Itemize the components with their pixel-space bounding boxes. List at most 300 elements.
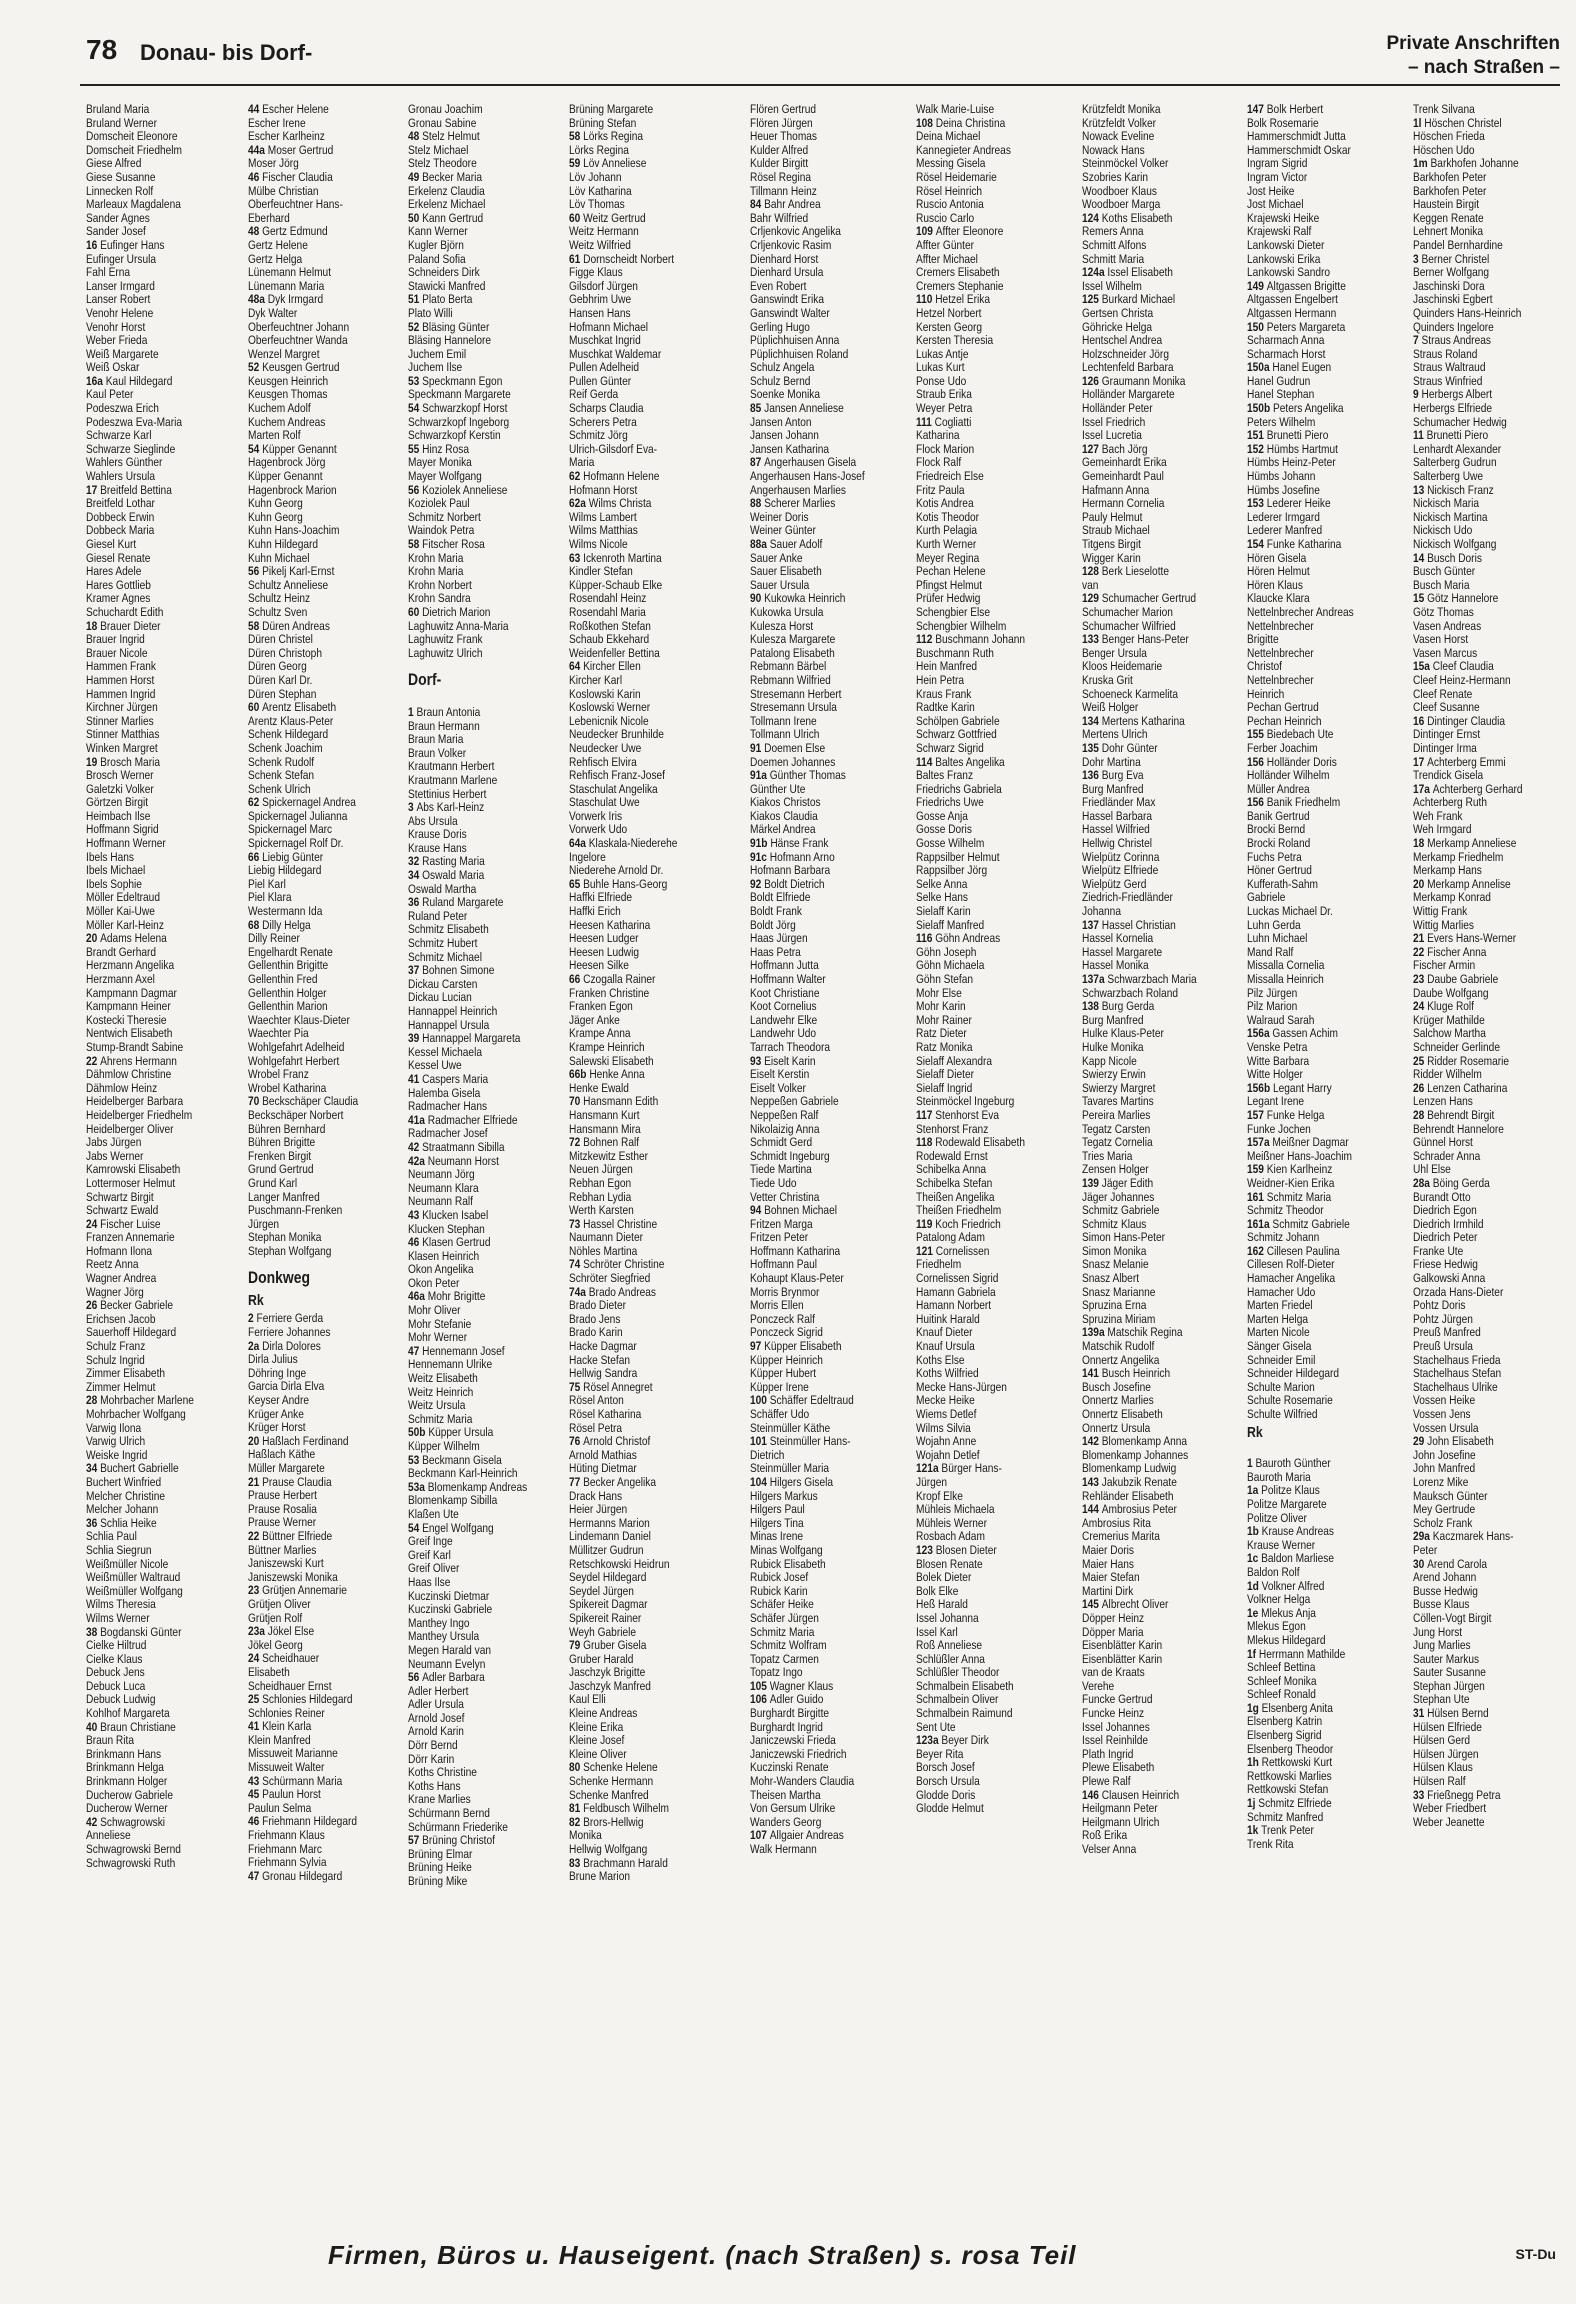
address-entry: Haßlach Käthe	[248, 1448, 316, 1462]
address-entry: Topatz Carmen	[750, 1652, 819, 1666]
house-number: 162	[1247, 1244, 1267, 1258]
address-entry: Greif Inge	[408, 1535, 453, 1549]
address-entry: Brado Karin	[569, 1326, 623, 1340]
address-entry: Neumann Klara	[408, 1181, 479, 1195]
address-entry: Tegatz Cornelia	[1082, 1136, 1153, 1150]
address-entry: Juchem Emil	[408, 347, 467, 361]
address-entry: Venohr Helene	[86, 306, 154, 320]
address-entry: Schulz Angela	[750, 361, 815, 375]
address-columns	[86, 103, 1566, 2223]
address-entry: 90 Kukowka Heinrich	[750, 592, 846, 606]
address-entry: Hanel Gudrun	[1247, 374, 1311, 388]
address-entry: Hilgers Tina	[750, 1516, 804, 1530]
house-number: 55	[408, 442, 423, 456]
address-entry: Schneider Gerlinde	[1413, 1040, 1500, 1054]
address-entry: Sielaff Dieter	[916, 1068, 974, 1082]
address-entry: Merkamp Friedhelm	[1413, 850, 1504, 864]
address-entry: Dobbeck Maria	[86, 524, 155, 538]
address-entry: 107 Allgaier Andreas	[750, 1829, 844, 1843]
address-entry: Lukas Antje	[916, 347, 969, 361]
address-entry: Naumann Dieter	[569, 1231, 643, 1245]
address-entry: Pilz Jürgen	[1247, 986, 1298, 1000]
address-entry: 37 Bohnen Simone	[408, 964, 495, 978]
address-entry: 88 Scherer Marlies	[750, 497, 836, 511]
address-entry: Schmidt Gerd	[750, 1136, 813, 1150]
address-entry: Hoffmann Werner	[86, 837, 166, 851]
address-entry: Baldon Rolf	[1247, 1565, 1300, 1579]
address-entry: Jaschzyk Manfred	[569, 1679, 651, 1693]
address-entry: 1 Bauroth Günther	[1247, 1457, 1331, 1471]
address-entry: Lünemann Helmut	[248, 266, 332, 280]
house-number: 128	[1082, 565, 1102, 579]
address-entry: Blosen Renate	[916, 1557, 983, 1571]
address-entry: Fritz Paula	[916, 483, 965, 497]
address-entry: Hansmann Kurt	[569, 1108, 640, 1122]
house-number: 1j	[1247, 1797, 1259, 1811]
address-entry: Schröter Siegfried	[569, 1272, 651, 1286]
address-entry: Sielaff Manfred	[916, 918, 985, 932]
address-entry: Neumann Ralf	[408, 1195, 473, 1209]
address-entry: 156 Holländer Doris	[1247, 755, 1337, 769]
address-entry: 45 Paulun Horst	[248, 1788, 321, 1802]
address-entry: Issel Friedrich	[1082, 415, 1146, 429]
house-number: 53	[408, 1453, 423, 1467]
address-entry: 60 Arentz Elisabeth	[248, 701, 337, 715]
address-entry: Pauly Helmut	[1082, 510, 1143, 524]
address-entry: Rosendahl Maria	[569, 605, 646, 619]
address-entry: Keggen Renate	[1413, 211, 1484, 225]
house-number: 94	[750, 1204, 765, 1218]
address-entry: 53 Speckmann Egon	[408, 374, 503, 388]
address-entry: Walk Marie-Luise	[916, 103, 995, 116]
house-number: 108	[916, 116, 936, 130]
address-entry: Ingelore	[569, 850, 606, 864]
house-number: 36	[86, 1516, 101, 1530]
address-entry: 32 Rasting Maria	[408, 855, 485, 869]
address-entry: Burg Manfred	[1082, 782, 1144, 796]
address-entry: Tollmann Ulrich	[750, 728, 820, 742]
address-entry: Schleef Ronald	[1247, 1688, 1316, 1702]
address-entry: Brinkmann Helga	[86, 1761, 164, 1775]
address-entry: 155 Biedebach Ute	[1247, 728, 1334, 742]
address-entry: Schultz Anneliese	[248, 578, 329, 592]
address-entry: Nickisch Udo	[1413, 524, 1473, 538]
address-entry: Brandt Gerhard	[86, 945, 157, 959]
address-entry: 41 Klein Karla	[248, 1720, 312, 1734]
address-entry: Diedrich Peter	[1413, 1231, 1478, 1245]
address-entry: Merkamp Hans	[1413, 864, 1482, 878]
address-entry: Schwarzkopf Kerstin	[408, 429, 501, 443]
address-entry: Schulte Wilfried	[1247, 1408, 1318, 1421]
address-entry: Trenk Silvana	[1413, 103, 1475, 116]
address-entry: Scharmach Anna	[1247, 334, 1325, 348]
address-entry: Issel Lucretia	[1082, 429, 1142, 443]
address-entry: Schneider Emil	[1247, 1353, 1316, 1367]
address-entry: Issel Karl	[916, 1625, 958, 1639]
address-entry: Spickernagel Marc	[248, 823, 333, 837]
address-entry: Schmitt Maria	[1082, 252, 1145, 266]
address-entry: Krüger Mathilde	[1413, 1013, 1485, 1027]
address-entry: Hulke Monika	[1082, 1040, 1144, 1054]
address-entry: Schmitz Elisabeth	[408, 923, 489, 937]
address-entry: Plato Willi	[408, 306, 453, 320]
address-entry: 75 Rösel Annegret	[569, 1380, 653, 1394]
address-entry: 23a Jökel Else	[248, 1625, 315, 1639]
address-entry: Kersten Georg	[916, 320, 983, 334]
address-entry: 101 Steinmüller Hans-	[750, 1435, 851, 1449]
address-entry: 16a Kaul Hildegard	[86, 374, 173, 388]
address-entry: Venske Petra	[1247, 1040, 1308, 1054]
address-entry: 28 Behrendt Birgit	[1413, 1108, 1495, 1122]
address-entry: 17a Achterberg Gerhard	[1413, 782, 1523, 796]
address-entry: 42a Neumann Horst	[408, 1154, 499, 1168]
address-entry: Waindok Petra	[408, 524, 475, 538]
address-entry: Stachelhaus Stefan	[1413, 1367, 1502, 1381]
address-entry: Sauerhoff Hildegard	[86, 1326, 177, 1340]
address-entry: Jung Marlies	[1413, 1639, 1471, 1653]
address-entry: Rosbach Adam	[916, 1530, 985, 1544]
house-number: 29a	[1413, 1530, 1433, 1544]
address-entry: Mitzkewitz Esther	[569, 1149, 649, 1163]
address-entry: 110 Hetzel Erika	[916, 293, 990, 307]
address-entry: Schulz Ingrid	[86, 1353, 145, 1367]
address-entry: Rehfisch Franz-Josef	[569, 769, 666, 783]
address-entry: Brüning Stefan	[569, 116, 637, 130]
address-entry: 1 Braun Antonia	[408, 705, 481, 719]
address-entry: Linnecken Rolf	[86, 184, 154, 198]
address-entry: van de Kraats	[1082, 1666, 1145, 1680]
address-entry: Löv Katharina	[569, 184, 632, 198]
address-entry: Schmitz Maria	[408, 1412, 473, 1426]
house-number: 52	[408, 320, 423, 334]
address-entry: Hofmann Barbara	[750, 864, 831, 878]
house-number: 60	[569, 211, 584, 225]
address-entry: 137a Schwarzbach Maria	[1082, 973, 1197, 986]
address-entry: 116 Göhn Andreas	[916, 932, 1001, 946]
address-entry: Radmacher Hans	[408, 1100, 488, 1114]
address-entry: Missalla Heinrich	[1247, 973, 1324, 986]
house-number: 17	[1413, 755, 1428, 769]
address-entry: Heß Harald	[916, 1598, 968, 1612]
house-number: 74a	[569, 1285, 589, 1299]
address-entry: Wittig Marlies	[1413, 918, 1474, 932]
address-entry: Weiß Holger	[1082, 701, 1139, 715]
house-number: 81	[569, 1802, 584, 1816]
address-entry: Oberfeuchtner Johann	[248, 320, 350, 334]
address-entry: Bühren Bernhard	[248, 1122, 326, 1136]
address-entry: Topatz Ingo	[750, 1666, 803, 1680]
house-number: 59	[569, 157, 584, 171]
house-number: 23	[248, 1584, 263, 1598]
address-entry: 59 Löv Anneliese	[569, 157, 647, 171]
house-number: 42	[408, 1140, 423, 1154]
address-entry: Schmalbein Elisabeth	[916, 1679, 1014, 1693]
address-entry: Domscheit Eleonore	[86, 130, 178, 144]
address-entry: Krause Doris	[408, 828, 467, 842]
house-number: 46	[248, 1815, 263, 1829]
address-entry: Gertsen Christa	[1082, 306, 1154, 320]
address-entry: Engelhardt Renate	[248, 945, 333, 959]
address-entry: Müller Margarete	[248, 1462, 325, 1475]
address-entry: Arentz Klaus-Peter	[248, 714, 334, 728]
house-number: 48a	[248, 293, 268, 307]
address-entry: 46 Friehmann Hildegard	[248, 1815, 358, 1829]
address-entry: Scherers Petra	[569, 415, 637, 429]
house-number: 2	[248, 1312, 257, 1326]
address-entry: Okon Angelika	[408, 1263, 474, 1277]
address-entry: Schäffer Udo	[750, 1408, 810, 1421]
address-entry: 145 Albrecht Oliver	[1082, 1598, 1169, 1612]
address-entry: Tries Maria	[1082, 1149, 1133, 1163]
address-entry: Mlekus Hildegard	[1247, 1633, 1326, 1647]
address-entry: 83 Brachmann Harald	[569, 1856, 668, 1870]
address-entry: Blomenkamp Ludwig	[1082, 1462, 1177, 1476]
address-entry: Frenken Birgit	[248, 1149, 312, 1163]
address-column-5	[750, 103, 880, 1857]
address-entry: Mohr Rainer	[916, 1013, 972, 1027]
address-entry: Neppeßen Ralf	[750, 1108, 819, 1122]
house-number: 50	[408, 211, 423, 225]
footer-note: Firmen, Büros u. Hauseigent. (nach Straßen) s. rosa Teil	[328, 2240, 1077, 2270]
address-entry: Vasen Andreas	[1413, 619, 1482, 633]
house-number: 25	[248, 1693, 263, 1707]
address-entry: Rösel Heidemarie	[916, 170, 997, 184]
address-entry: 144 Ambrosius Peter	[1082, 1503, 1177, 1517]
address-entry: Götz Thomas	[1413, 605, 1474, 619]
house-number: 133	[1082, 633, 1102, 647]
address-entry: Staschulat Angelika	[569, 782, 658, 796]
address-entry: 20 Haßlach Ferdinand	[248, 1434, 349, 1448]
address-entry: 51 Plato Berta	[408, 293, 473, 307]
house-number: 159	[1247, 1163, 1267, 1177]
address-entry: Schulz Bernd	[750, 374, 811, 388]
address-entry: Friedrichs Uwe	[916, 796, 984, 810]
address-entry: 133 Benger Hans-Peter	[1082, 633, 1189, 647]
address-entry: Schmitz Maria	[750, 1625, 815, 1639]
address-entry: Hacke Dagmar	[569, 1340, 637, 1354]
address-entry: Gronau Sabine	[408, 116, 477, 130]
address-entry: Nöhles Martina	[569, 1244, 638, 1258]
address-entry: Schölpen Gabriele	[916, 714, 1000, 728]
address-entry: 161 Schmitz Maria	[1247, 1190, 1332, 1204]
house-number: 91c	[750, 850, 770, 864]
address-entry: Günther Ute	[750, 782, 806, 796]
address-entry: Niederehe Arnold Dr.	[569, 864, 664, 878]
address-entry: Zensen Holger	[1082, 1163, 1149, 1177]
house-number: 152	[1247, 442, 1267, 456]
address-entry: Weidenfeller Bettina	[569, 646, 660, 660]
house-number: 136	[1082, 769, 1102, 783]
address-entry: 38 Bogdanski Günter	[86, 1625, 182, 1639]
address-entry: Altgassen Hermann	[1247, 306, 1337, 320]
address-entry: Hofmann Horst	[569, 483, 638, 497]
address-entry: Hennemann Ulrike	[408, 1358, 493, 1372]
house-number: 58	[408, 538, 423, 551]
address-entry: Löv Johann	[569, 170, 622, 184]
house-number: 155	[1247, 728, 1267, 742]
address-entry: Maria	[569, 456, 595, 470]
address-entry: Busch Josefine	[1082, 1380, 1151, 1394]
address-entry: Lörks Regina	[569, 143, 629, 157]
address-entry: Krohn Maria	[408, 551, 464, 565]
address-entry: Boldt Jörg	[750, 918, 796, 932]
address-entry: Elsenberg Sigrid	[1247, 1729, 1322, 1743]
address-entry: Woodboer Marga	[1082, 198, 1161, 212]
address-entry: 36 Ruland Margarete	[408, 896, 504, 910]
address-entry: Mayer Monika	[408, 456, 472, 470]
address-entry: Rehfisch Elvira	[569, 755, 637, 769]
address-entry: Weiner Doris	[750, 510, 809, 524]
address-entry: Trendick Gisela	[1413, 769, 1484, 783]
address-entry: 41 Caspers Maria	[408, 1072, 489, 1086]
address-entry: Gilsdorf Jürgen	[569, 279, 638, 293]
address-entry: Jost Heike	[1247, 184, 1295, 198]
address-entry: Pechan Gertrud	[1247, 701, 1319, 715]
address-entry: Schrader Anna	[1413, 1149, 1481, 1163]
address-entry: Greif Oliver	[408, 1562, 460, 1576]
address-entry: 154 Funke Katharina	[1247, 538, 1342, 551]
address-entry: Giese Alfred	[86, 157, 142, 171]
address-entry: John Josefine	[1413, 1448, 1476, 1462]
address-entry: Wohlgefahrt Adelheid	[248, 1040, 345, 1054]
address-entry: Haas Ilse	[408, 1575, 451, 1589]
address-entry: Messing Gisela	[916, 157, 986, 171]
address-entry: Luhn Michael	[1247, 932, 1308, 946]
address-entry: 44 Escher Helene	[248, 103, 329, 116]
address-entry: Haustein Birgit	[1413, 198, 1480, 212]
address-entry: Gosse Doris	[916, 823, 972, 837]
address-entry: Schulte Marion	[1247, 1380, 1315, 1394]
address-entry: 153 Lederer Heike	[1247, 497, 1331, 511]
address-entry: 16 Eufinger Hans	[86, 238, 165, 252]
house-number: 157	[1247, 1108, 1267, 1122]
house-number: 93	[750, 1054, 765, 1068]
address-entry: Weitz Elisabeth	[408, 1372, 478, 1386]
address-entry: 25 Schlonies Hildegard	[248, 1693, 353, 1707]
address-entry: Rosendahl Heinz	[569, 592, 647, 606]
address-entry: Hassel Wilfried	[1082, 823, 1150, 837]
address-entry: Lünemann Maria	[248, 279, 325, 293]
address-entry: Nentwich Elisabeth	[86, 1027, 173, 1041]
address-entry: Friedhelm	[916, 1258, 962, 1272]
address-entry: Hassel Margarete	[1082, 945, 1163, 959]
address-entry: Weitz Ursula	[408, 1399, 466, 1413]
house-number: 118	[916, 1136, 936, 1150]
address-entry: Mertens Ulrich	[1082, 728, 1148, 742]
address-entry: Kuczinski Gabriele	[408, 1603, 493, 1617]
address-entry: Hassel Barbara	[1082, 809, 1153, 823]
address-entry: 150 Peters Margareta	[1247, 320, 1346, 334]
address-entry: Rodewald Ernst	[916, 1149, 988, 1163]
address-entry: Kukowka Ursula	[750, 605, 824, 619]
address-entry: Ponczeck Ralf	[750, 1312, 815, 1326]
address-entry: Ferber Joachim	[1247, 741, 1318, 755]
address-entry: Cillesen Rolf-Dieter	[1247, 1258, 1335, 1272]
address-entry: Wahlers Günther	[86, 456, 163, 470]
address-entry: Schmitz Johann	[1247, 1231, 1320, 1245]
address-entry: Walk Hermann	[750, 1843, 817, 1856]
address-entry: 92 Boldt Dietrich	[750, 877, 825, 891]
address-entry: 1a Politze Klaus	[1247, 1484, 1320, 1498]
address-entry: Hansen Hans	[569, 306, 631, 320]
address-entry: Flören Jürgen	[750, 116, 813, 130]
address-entry: Kindler Stefan	[569, 565, 633, 579]
address-entry: Minas Wolfgang	[750, 1543, 823, 1557]
house-number: 135	[1082, 741, 1102, 755]
address-entry: Hümbs Heinz-Peter	[1247, 456, 1336, 470]
address-entry: Puschmann-Frenken	[248, 1204, 343, 1218]
address-entry: Düren Stephan	[248, 687, 317, 701]
address-entry: Wenzel Margret	[248, 347, 320, 361]
address-entry: 52 Bläsing Günter	[408, 320, 490, 334]
house-number: 66	[569, 973, 584, 986]
house-number: 80	[569, 1761, 584, 1775]
address-entry: Ruscio Antonia	[916, 198, 984, 212]
house-number: 66	[248, 850, 263, 864]
address-entry: 3 Berner Christel	[1413, 252, 1490, 266]
address-entry: 48a Dyk Irmgard	[248, 293, 324, 307]
address-entry: Kaul Elli	[569, 1693, 606, 1707]
street-heading: Dorf-	[408, 670, 442, 690]
address-entry: Brinkmann Holger	[86, 1775, 168, 1789]
house-number: 28a	[1413, 1176, 1433, 1190]
address-entry: Jost Michael	[1247, 198, 1304, 212]
address-entry: Jaschinski Dora	[1413, 279, 1485, 293]
house-number: 18	[86, 619, 101, 633]
address-entry: 54 Schwarzkopf Horst	[408, 402, 508, 416]
address-entry: 53 Beckmann Gisela	[408, 1453, 502, 1467]
address-entry: 11 Brunetti Piero	[1413, 429, 1489, 443]
address-entry: Herbergs Elfriede	[1413, 402, 1493, 416]
house-number: 161a	[1247, 1217, 1273, 1231]
address-entry: 118 Rodewald Elisabeth	[916, 1136, 1026, 1150]
address-entry: Busch Günter	[1413, 565, 1476, 579]
address-column-8	[1247, 103, 1377, 1851]
house-number: 53	[408, 374, 423, 388]
address-entry: Brado Dieter	[569, 1299, 627, 1313]
address-entry: Beyer Rita	[916, 1747, 964, 1761]
address-entry: 108 Deina Christina	[916, 116, 1006, 130]
house-number: 129	[1082, 592, 1102, 606]
address-entry: Hansmann Mira	[569, 1122, 641, 1136]
house-number: 63	[569, 551, 584, 565]
address-entry: Klein Manfred	[248, 1733, 311, 1747]
address-entry: Ingram Sigrid	[1247, 157, 1308, 171]
address-entry: 19 Brosch Maria	[86, 755, 160, 769]
address-entry: 157a Meißner Dagmar	[1247, 1136, 1349, 1150]
address-entry: Krane Marlies	[408, 1793, 471, 1807]
house-number: 70	[569, 1095, 584, 1109]
address-entry: 26 Lenzen Catharina	[1413, 1081, 1508, 1095]
address-entry: 1k Trenk Peter	[1247, 1824, 1314, 1838]
house-number: 73	[569, 1217, 584, 1231]
address-entry: Hoffmann Walter	[750, 973, 826, 986]
address-entry: Lankowski Sandro	[1247, 266, 1331, 280]
address-entry: Marten Nicole	[1247, 1326, 1310, 1340]
address-entry: Affter Michael	[916, 252, 978, 266]
house-number: 1	[1247, 1457, 1256, 1471]
address-entry: Märkel Andrea	[750, 823, 816, 837]
address-entry: Lanser Irmgard	[86, 279, 155, 293]
address-entry: Mohr-Wanders Claudia	[750, 1775, 855, 1789]
address-entry: Hellwig Christel	[1082, 837, 1153, 851]
address-entry: Hammerschmidt Jutta	[1247, 130, 1346, 144]
address-entry: Rubick Karin	[750, 1584, 808, 1598]
address-entry: Wanders Georg	[750, 1815, 822, 1829]
header-rule	[80, 84, 1560, 86]
house-number: 92	[750, 877, 765, 891]
address-entry: Dietrich	[750, 1448, 785, 1462]
